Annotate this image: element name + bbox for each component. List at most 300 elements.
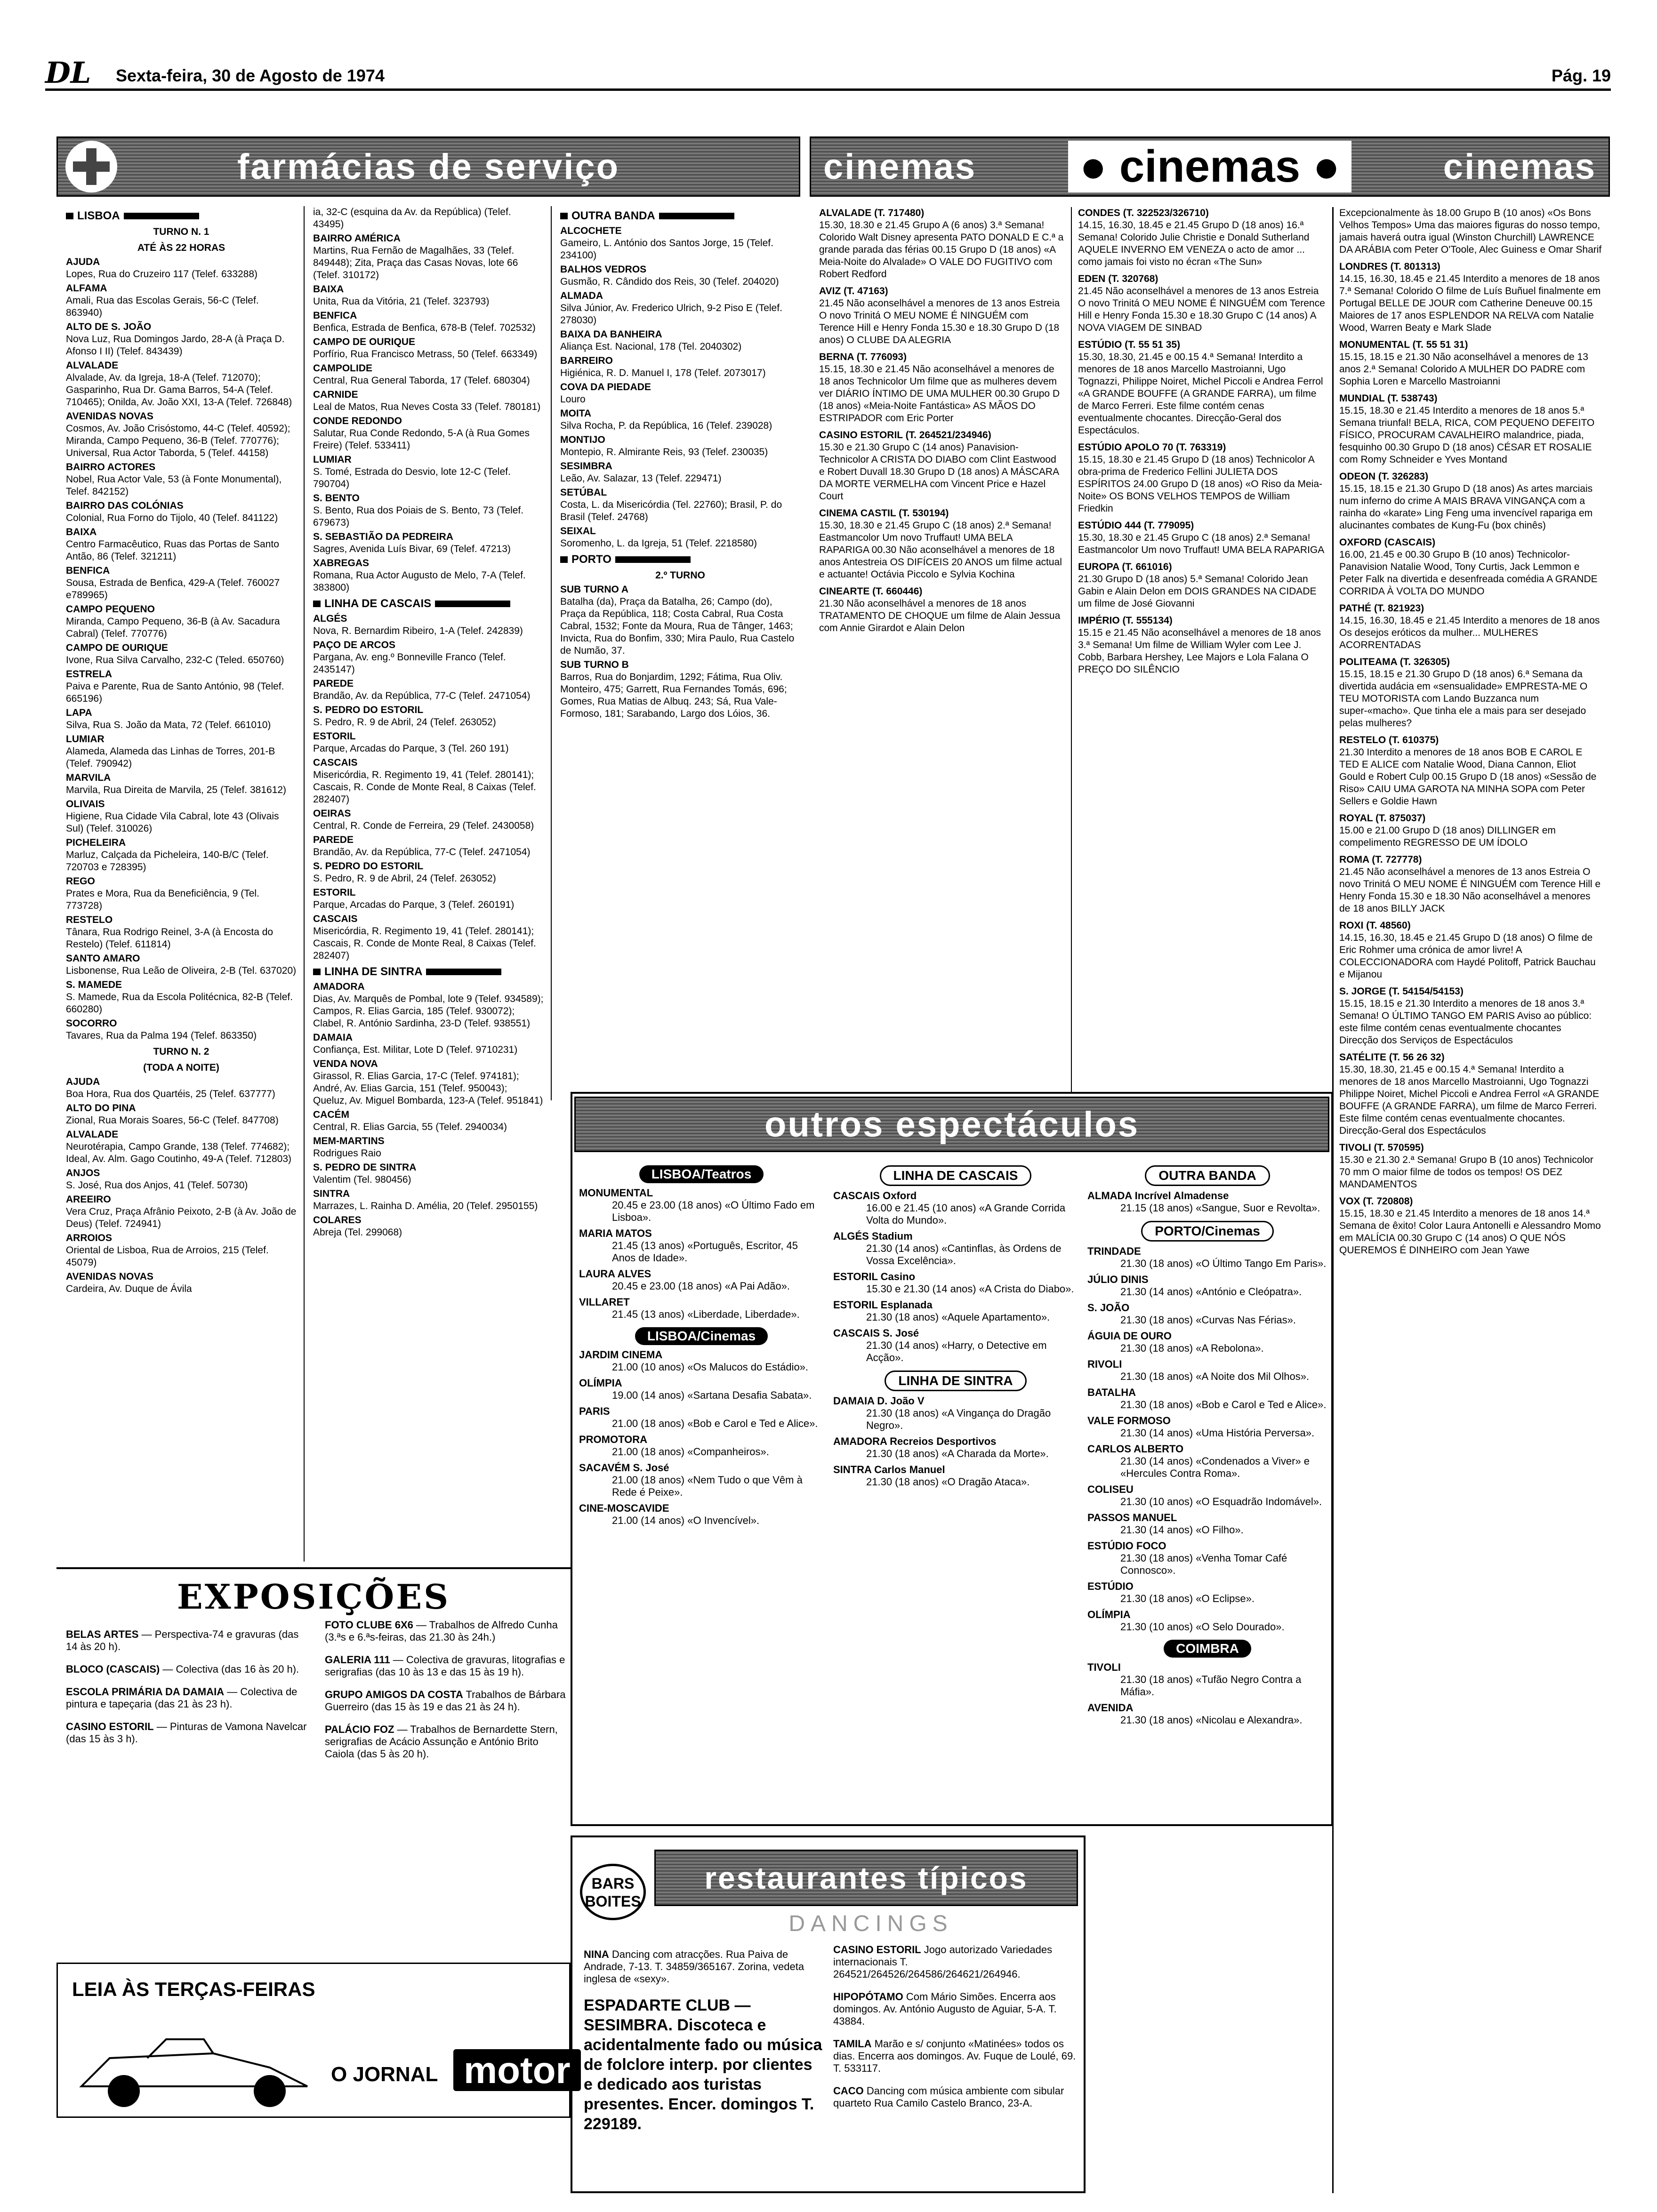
- porto-entry: [1087, 1540, 1327, 1577]
- dancing-entry-name: NINA: [584, 1948, 609, 1960]
- farmacias-turno-label: 2.º TURNO: [655, 570, 705, 581]
- porto-entry-name: COLISEU: [1087, 1483, 1134, 1495]
- cinema-name: CONDES (T. 322523/326710): [1078, 208, 1209, 218]
- cascais-entry-name: ESTORIL Casino: [833, 1271, 916, 1282]
- farmacias-locality: PAÇO DE ARCOS: [313, 640, 396, 650]
- farmacias-entry: S. Pedro, R. 9 de Abril, 24 (Telef. 263052): [313, 873, 496, 884]
- farmacias-banner: [56, 136, 800, 197]
- cinema-details: 21.45 Não aconselhável a menores de 13 anos Estreia O novo Trinitá O MEU NOME É NINGUÉM com Terence Hill e Henry Fonda 15.30 e 18.30 Grupo C (14 anos) A NOVA VIAGEM DE SINBAD: [1078, 286, 1325, 333]
- section-divider: [56, 1567, 571, 1569]
- cinema-entry: [1339, 656, 1603, 729]
- cinema-entry: [1339, 854, 1603, 915]
- linha-sintra-heading-wrap: [833, 1368, 1078, 1395]
- porto-cinemas-heading-wrap: [1087, 1218, 1327, 1245]
- porto-entry: [1087, 1387, 1327, 1411]
- sintra-entry-details: 21.30 (18 anos) «A Charada da Morte».: [866, 1448, 1049, 1459]
- cinema-entry: [1339, 537, 1603, 598]
- farmacias-entry: Miranda, Campo Pequeno, 36-B (à Av. Sacadura Cabral) (Telef. 770776): [66, 616, 280, 639]
- exposicao-entry: [66, 1663, 311, 1675]
- farmacias-locality: SUB TURNO A: [560, 584, 629, 595]
- cinemas-title-right: cinemas: [1443, 146, 1596, 187]
- cinema-lisboa-entry-details: 19.00 (14 anos) «Sartana Desafia Sabata».: [612, 1389, 812, 1401]
- cinema-details: Excepcionalmente às 18.00 Grupo B (10 anos) «Os Bons Velhos Tempos» Uma das maiores figuras do nosso tempo, jamais haverá outra igual (Winston Churchill) LAWRENCE DA ARÁBIA com Peter O'Toole, Alec Guiness e Omar Sharif: [1339, 208, 1602, 255]
- banda-entry-name: ALMADA Incrível Almadense: [1087, 1190, 1229, 1202]
- coimbra-heading: COIMBRA: [1164, 1640, 1251, 1658]
- cascais-entry: [833, 1230, 1078, 1267]
- cascais-entry-name: CASCAIS S. José: [833, 1327, 919, 1339]
- farmacias-entry: ia, 32-C (esquina da Av. da República) (Telef. 43495): [313, 207, 511, 230]
- coimbra-entry-details: 21.30 (18 anos) «Tufão Negro Contra a Máfia».: [1120, 1674, 1302, 1698]
- farmacias-entry: Vera Cruz, Praça Afrânio Peixoto, 2-B (à Av. João de Deus) (Telef. 724941): [66, 1206, 297, 1229]
- cinema-entry: [819, 285, 1064, 346]
- porto-entry-details: 21.30 (14 anos) «Condenados a Viver» e «Hercules Contra Roma».: [1120, 1455, 1310, 1479]
- coimbra-entry: [1087, 1661, 1327, 1698]
- farmacias-locality: BAIXA: [313, 284, 344, 295]
- page-header: [45, 56, 1611, 91]
- outros-column-linhas: [833, 1162, 1078, 1821]
- farmacias-column-3: [560, 206, 800, 1100]
- cascais-entry-name: ESTORIL Esplanada: [833, 1299, 933, 1311]
- page-number: Pág. 19: [1551, 66, 1611, 85]
- exposicao-entry: [325, 1723, 570, 1760]
- farmacias-entry: Valentim (Tel. 980456): [313, 1174, 411, 1185]
- farmacias-entry: S. José, Rua dos Anjos, 41 (Telef. 50730): [66, 1180, 248, 1191]
- farmacias-locality: ESTORIL: [313, 887, 356, 898]
- porto-entry: [1087, 1245, 1327, 1270]
- cinema-name: MONUMENTAL (T. 55 51 31): [1339, 339, 1468, 350]
- farmacias-locality: ALTO DO PINA: [66, 1103, 136, 1114]
- coimbra-entry-details: 21.30 (18 anos) «Nicolau e Alexandra».: [1120, 1714, 1303, 1726]
- motor-wordmark: motor: [453, 2049, 581, 2091]
- porto-entry: [1087, 1274, 1327, 1298]
- farmacias-entry: Lisbonense, Rua Leão de Oliveira, 2-B (Tel. 637020): [66, 965, 297, 976]
- farmacias-column-1: [66, 206, 297, 1566]
- porto-entry-details: 21.30 (10 anos) «O Selo Dourado».: [1120, 1621, 1285, 1633]
- cinema-lisboa-entry-name: JARDIM CINEMA: [579, 1349, 663, 1361]
- cinema-entry: [1339, 920, 1603, 981]
- farmacias-entry: Nova, R. Bernardim Ribeiro, 1-A (Telef. 242839): [313, 625, 523, 636]
- cinema-lisboa-entry-details: 21.00 (14 anos) «O Invencível».: [612, 1515, 760, 1526]
- cinemas-title-center: ● cinemas ●: [1068, 141, 1351, 192]
- farmacias-entry: Nobel, Rua Actor Vale, 53 (à Fonte Monumental), Telef. 842152): [66, 474, 282, 497]
- exposicao-entry-name: GRUPO AMIGOS DA COSTA: [325, 1689, 463, 1700]
- farmacias-locality: PAREDE: [313, 834, 354, 845]
- farmacias-locality: BENFICA: [313, 310, 357, 321]
- porto-entry-details: 21.30 (18 anos) «A Noite dos Mil Olhos».: [1120, 1370, 1310, 1382]
- farmacias-locality: SOCORRO: [66, 1018, 117, 1029]
- cinema-details: 15.30 e 21.30 Grupo C (14 anos) Panavision-Technicolor A CRISTA DO DIABO com Clint Eastwood e Robert Duvall 18.30 Grupo D (18 anos) A MÁSCARA DA MORTE VERMELHA com Vincent Price e Hazel Court: [819, 442, 1059, 502]
- farmacias-entry: Pargana, Av. eng.º Bonneville Franco (Telef. 2435147): [313, 652, 506, 675]
- lisboa-cinemas-heading-wrap: [579, 1324, 824, 1349]
- dancing-entry-details: Com Mário Simões. Encerra aos domingos. Av. António Augusto de Aguiar, 5-A. T. 43884.: [833, 1991, 1057, 2027]
- farmacias-entry: Brandão, Av. da República, 77-C (Telef. 2471054): [313, 690, 531, 701]
- farmacias-entry: Gusmão, R. Cândido dos Reis, 30 (Telef. 204020): [560, 276, 779, 287]
- farmacias-entry: Boa Hora, Rua dos Quartéis, 25 (Telef. 637777): [66, 1089, 275, 1099]
- ad-jornal-label: O JORNAL: [331, 2063, 438, 2086]
- cinema-details: 15.15, 18.30 e 21.45 Grupo D (18 anos) Technicolor A obra-prima de Frederico Fellini JULIETA DOS ESPÍRITOS 24.00 Grupo D (18 anos) «O Riso da Meia-Noite» OS BONS VELHOS TEMPOS de William Friedkin: [1078, 454, 1323, 514]
- farmacias-locality: CARNIDE: [313, 389, 358, 400]
- cinema-name: PATHÉ (T. 821923): [1339, 603, 1424, 614]
- porto-entry: [1087, 1443, 1327, 1480]
- farmacias-entry: Batalha (da), Praça da Batalha, 26; Campo (do), Praça da República, 118; Costa Cabral, Rua Costa Cabral, 1532; Fonte da Moura, Rua de Tânger, 1463; Invicta, Rua do Bonfim, 330; Mira Paulo, Rua Castelo de Numão, 37.: [560, 596, 795, 656]
- farmacias-entry: Girassol, R. Elias Garcia, 17-C (Telef. 974181); André, Av. Elias Garcia, 151 (Telef. 950043); Queluz, Av. Miguel Bombarda, 123-A (Telef. 951841): [313, 1071, 543, 1106]
- porto-entry-name: CARLOS ALBERTO: [1087, 1443, 1184, 1455]
- teatro-entry-details: 21.45 (13 anos) «Liberdade, Liberdade».: [612, 1308, 800, 1320]
- farmacias-entry: Brandão, Av. da República, 77-C (Telef. 2471054): [313, 847, 531, 858]
- cinema-details: 15.30, 18.30 e 21.45 Grupo A (6 anos) 3.ª Semana! Colorido Walt Disney apresenta PATO DONALD E C.ª a grande parada das férias 00.15 Grupo D (18 anos) «A Meia-Noite do Alvalade» O VALE DO FUGITIVO com Robert Redford: [819, 220, 1064, 280]
- cinema-name: IMPÉRIO (T. 555134): [1078, 615, 1173, 626]
- farmacias-locality: AJUDA: [66, 1076, 100, 1087]
- farmacias-locality: S. BENTO: [313, 493, 360, 504]
- farmacias-region-header: OUTRA BANDA: [560, 210, 800, 222]
- motor-logo: [453, 2049, 581, 2092]
- lisboa-teatros-heading: LISBOA/Teatros: [639, 1165, 764, 1183]
- cinema-entry: [1078, 520, 1327, 556]
- sintra-entry: [833, 1395, 1078, 1432]
- cinema-name: ROXI (T. 48560): [1339, 920, 1411, 931]
- farmacias-entry: Soromenho, L. da Igreja, 51 (Telef. 2218580): [560, 538, 757, 549]
- cinema-entry: [819, 351, 1064, 425]
- dancing-entry-details: Dancing com música ambiente com sibular quarteto Rua Camilo Castelo Branco, 23-A.: [833, 2085, 1064, 2109]
- cascais-entry-details: 15.30 e 21.30 (14 anos) «A Crista do Diabo».: [866, 1283, 1074, 1295]
- dancing-entry-name: HIPOPÓTAMO: [833, 1991, 903, 2003]
- cinema-details: 14.15, 16.30, 18.45 e 21.45 Grupo D (18 anos) 16.ª Semana! Colorido Julie Christie e Donald Sutherland AQUELE INVERNO EM VENEZA o acto de amor ... como jamais foi visto no écran «The Sun»: [1078, 220, 1310, 267]
- farmacias-locality: SEIXAL: [560, 526, 596, 537]
- cinema-lisboa-entry-details: 21.00 (10 anos) «Os Malucos do Estádio».: [612, 1361, 809, 1373]
- cascais-entry-details: 16.00 e 21.45 (10 anos) «A Grande Corrida Volta do Mundo».: [866, 1202, 1066, 1226]
- linha-cascais-heading: LINHA DE CASCAIS: [880, 1165, 1032, 1186]
- cinema-entry: [1339, 602, 1603, 651]
- porto-entry: [1087, 1483, 1327, 1508]
- farmacias-locality: BALHOS VEDROS: [560, 264, 647, 275]
- farmacias-turno-label: ATÉ ÀS 22 HORAS: [137, 242, 225, 253]
- farmacias-region-header: LISBOA: [66, 210, 297, 222]
- farmacias-region-header: LINHA DE CASCAIS: [313, 598, 544, 610]
- farmacias-entry: Montepio, R. Almirante Reis, 93 (Telef. 230035): [560, 447, 768, 457]
- exposicao-entry-details: — Colectiva de pintura e tapeçaria (das 21 às 23 h).: [66, 1686, 298, 1710]
- farmacias-entry: Barros, Rua do Bonjardim, 1292; Fátima, Rua Oliv. Monteiro, 475; Garrett, Rua Fernandes Tomás, 696; Gomes, Rua Matias de Albuq. 243; Sá, Rua Vale-Formoso, 181; Sarabando, Largo dos Lóios, 36.: [560, 672, 787, 719]
- cinema-name: S. JORGE (T. 54154/54153): [1339, 986, 1464, 997]
- farmacias-locality: ANJOS: [66, 1168, 100, 1178]
- sintra-entry-details: 21.30 (18 anos) «O Dragão Ataca».: [866, 1476, 1030, 1488]
- bars-label: BARS: [591, 1875, 635, 1892]
- sintra-entry-details: 21.30 (18 anos) «A Vingança do Dragão Negro».: [866, 1407, 1051, 1431]
- cinema-name: SATÉLITE (T. 56 26 32): [1339, 1052, 1445, 1063]
- farmacias-locality: AMADORA: [313, 981, 365, 992]
- column-divider: [1071, 207, 1072, 1092]
- outros-banner: [574, 1097, 1329, 1152]
- dancing-entry-name: CACO: [833, 2085, 864, 2097]
- cinema-details: 15.15, 18.30 e 21.45 Não aconselhável a menores de 18 anos Technicolor Um filme que as mulheres devem ver DIÁRIO ÍNTIMO DE UMA MULHER 00.30 Grupo D (18 anos) «Meia-Noite Fantástica» AS MÃOS DO ESTRIPADOR com Eric Porter: [819, 364, 1060, 424]
- farmacias-entry: Neurotérapia, Campo Grande, 138 (Telef. 774682); Ideal, Av. Alm. Gago Coutinho, 49-A (Telef. 712803): [66, 1141, 292, 1164]
- exposicao-entry: [325, 1619, 570, 1643]
- cinema-name: VOX (T. 720808): [1339, 1196, 1413, 1207]
- farmacias-turno-label: (TODA A NOITE): [143, 1062, 219, 1073]
- cinema-name: OXFORD (CASCAIS): [1339, 537, 1436, 548]
- porto-cinemas-heading: PORTO/Cinemas: [1141, 1221, 1274, 1242]
- farmacias-turno-label: TURNO N. 1: [153, 226, 209, 237]
- sintra-entry: [833, 1464, 1078, 1488]
- cinema-details: 14.15, 16.30, 18.45 e 21.45 Interdito a menores de 18 anos 7.ª Semana! Colorido O filme de Luís Buñuel finalmente em Portugal BELLE DE JOUR com Catherine Deneuve 00.15 Maiores de 17 anos ESPLENDOR NA RELVA com Natalie Wood, Warren Beaty e Mark Slade: [1339, 273, 1601, 333]
- farmacias-locality: ALCOCHETE: [560, 225, 622, 236]
- linha-sintra-heading: LINHA DE SINTRA: [885, 1370, 1026, 1391]
- teatro-entry: [579, 1296, 824, 1321]
- cinema-entry: [1339, 339, 1603, 388]
- porto-entry: [1087, 1330, 1327, 1354]
- cinema-details: 15.15, 18.30 e 21.45 Interdito a menores de 18 anos 14.ª Semana de êxito! Color Laura Antonelli e Alessandro Momo em MALÍCIA 00.30 Grupo C (14 anos) O QUE NÓS QUEREMOS É DINHEIRO com Jean Yawe: [1339, 1208, 1601, 1256]
- teatro-entry-details: 20.45 e 23.00 (18 anos) «A Pai Adão».: [612, 1280, 790, 1292]
- teatro-entry-details: 21.45 (13 anos) «Português, Escritor, 45 Anos de Idade».: [612, 1240, 798, 1264]
- porto-entry-details: 21.30 (18 anos) «Bob e Carol e Ted e Alice».: [1120, 1399, 1327, 1411]
- porto-entry: [1087, 1512, 1327, 1536]
- lisboa-teatros-heading-wrap: [579, 1162, 824, 1187]
- farmacias-entry: Sagres, Avenida Luís Bivar, 69 (Telef. 47213): [313, 544, 511, 554]
- cinema-details: 15.30 e 21.30 2.ª Semana! Grupo B (10 anos) Technicolor 70 mm O maior filme de todos os tempos! OS DEZ MANDAMENTOS: [1339, 1154, 1593, 1190]
- cinema-entry: [819, 585, 1064, 634]
- porto-entry-details: 21.30 (18 anos) «O Eclipse».: [1120, 1593, 1255, 1604]
- farmacias-locality: CASCAIS: [313, 757, 358, 768]
- exposicoes-right: [325, 1619, 570, 1831]
- cinema-name: TIVOLI (T. 570595): [1339, 1142, 1424, 1153]
- farmacias-locality: ESTORIL: [313, 731, 356, 742]
- farmacias-locality: ALFAMA: [66, 283, 107, 294]
- farmacias-title: farmácias de serviço: [237, 146, 620, 187]
- farmacias-locality: CAMPO DE OURIQUE: [313, 337, 416, 347]
- cinema-lisboa-entry-details: 21.00 (18 anos) «Companheiros».: [612, 1446, 769, 1458]
- porto-entry-details: 21.30 (18 anos) «O Último Tango Em Paris».: [1120, 1258, 1327, 1269]
- porto-entry-name: BATALHA: [1087, 1387, 1136, 1398]
- farmacias-locality: AVENIDAS NOVAS: [66, 411, 153, 422]
- farmacias-locality: CONDE REDONDO: [313, 416, 402, 426]
- farmacias-locality: ALGÉS: [313, 613, 347, 624]
- farmacias-locality: CAMPO PEQUENO: [66, 604, 155, 615]
- porto-entry-details: 21.30 (10 anos) «O Esquadrão Indomável».: [1120, 1496, 1322, 1507]
- cinema-lisboa-entry: [579, 1405, 824, 1430]
- cinema-entry: [1339, 986, 1603, 1047]
- cinema-details: 15.30, 18.30 e 21.45 Grupo C (18 anos) 2.ª Semana! Eastmancolor Um novo Truffaut! UMA BELA RAPARIGA: [1078, 532, 1325, 555]
- cinema-details: 15.30, 18.30, 21.45 e 00.15 4.ª Semana! Interdito a menores de 18 anos Marcello Mastroianni, Ugo Tognazzi Philippe Noiret, Michel Piccoli e Andrea Ferrol «A GRANDE BOUFFE (A GRANDE FARRA), um filme de Marco Ferreri. Este filme contém cenas eventualmente chocantes. Direcção-Geral dos Espectáculos: [1339, 1064, 1600, 1136]
- farmacias-locality: ESTRELA: [66, 669, 113, 680]
- dancing-entry-details: Jogo autorizado Variedades internacionais T. 264521/264526/264586/264621/264946.: [833, 1944, 1053, 1980]
- farmacias-locality: LAPA: [66, 707, 92, 718]
- cinema-name: EDEN (T. 320768): [1078, 273, 1158, 284]
- farmacias-entry: Amali, Rua das Escolas Gerais, 56-C (Telef. 863940): [66, 295, 259, 318]
- cinemas-title-center-text: cinemas: [1119, 141, 1301, 192]
- cinema-details: 21.30 Interdito a menores de 18 anos BOB E CAROL E TED E ALICE com Natalie Wood, Diana Cannon, Eliot Gould e Robert Culp 00.15 Grupo D (18 anos) «Sessão de Riso» CAIU UMA GAROTA NA MINHA SOPA com Peter Sellers e Goldie Hawn: [1339, 747, 1597, 807]
- farmacias-locality: PICHELEIRA: [66, 837, 126, 848]
- cinema-entry: [1339, 1195, 1603, 1257]
- cinema-name: ESTÚDIO (T. 55 51 35): [1078, 339, 1181, 350]
- exposicao-entry: [325, 1689, 570, 1713]
- cinema-details: 15.15 e 21.45 Não aconselhável a menores de 18 anos 3.ª Semana! Um filme de William Wyler com Lee J. Cobb, Barbara Hershey, Lee Majors e Lola Falana O PREÇO DO SILÊNCIO: [1078, 627, 1321, 675]
- farmacias-entry: Abreja (Tel. 299068): [313, 1227, 402, 1238]
- farmacias-locality: LUMIAR: [66, 734, 105, 745]
- cascais-entry-details: 21.30 (14 anos) «Cantinflas, às Ordens de Vossa Excelência».: [866, 1242, 1062, 1266]
- farmacias-entry: Ivone, Rua Silva Carvalho, 232-C (Teled. 650760): [66, 655, 284, 665]
- banda-entry-details: 21.15 (18 anos) «Sangue, Suor e Revolta».: [1120, 1202, 1320, 1214]
- dancing-entry-name: CASINO ESTORIL: [833, 1944, 921, 1956]
- farmacias-entry: Sousa, Estrada de Benfica, 429-A (Telef. 760027 e789965): [66, 577, 280, 601]
- farmacias-entry: Martins, Rua Fernão de Magalhães, 33 (Telef. 849448); Zita, Praça das Casas Novas, lote 66 (Telef. 310172): [313, 245, 518, 281]
- farmacias-locality: OEIRAS: [313, 808, 351, 819]
- farmacias-entry: Colonial, Rua Forno do Tijolo, 40 (Telef. 841122): [66, 513, 278, 523]
- farmacias-locality: S. SEBASTIÃO DA PEDREIRA: [313, 531, 453, 542]
- farmacias-locality: SETÚBAL: [560, 487, 607, 498]
- farmacias-entry: Romana, Rua Actor Augusto de Melo, 7-A (Telef. 383800): [313, 570, 526, 593]
- porto-entry-details: 21.30 (18 anos) «Curvas Nas Férias».: [1120, 1314, 1296, 1326]
- porto-entry: [1087, 1415, 1327, 1439]
- farmacias-locality: OLIVAIS: [66, 799, 105, 809]
- bars-boites-badge: [580, 1864, 646, 1920]
- cinema-entry: [1339, 207, 1603, 256]
- porto-entry: [1087, 1358, 1327, 1383]
- farmacias-entry: Marrazes, L. Rainha D. Amélia, 20 (Telef. 2950155): [313, 1201, 538, 1211]
- cascais-entry-name: ALGÉS Stadium: [833, 1230, 913, 1242]
- cinema-details: 16.00, 21.45 e 00.30 Grupo B (10 anos) Technicolor-Panavision Natalie Wood, Tony Curtis, Jack Lemmon e Peter Falk na divertida e desenfreada comédia A GRANDE CORRIDA À VOLTA DO MUNDO: [1339, 549, 1598, 597]
- cinema-name: LONDRES (T. 801313): [1339, 261, 1440, 272]
- farmacias-entry: Parque, Arcadas do Parque, 3 (Telef. 260191): [313, 899, 515, 910]
- cinema-entry: [1339, 393, 1603, 466]
- exposicao-entry-name: PALÁCIO FOZ: [325, 1723, 394, 1735]
- exposicao-entry-details: — Colectiva (das 16 às 20 h).: [162, 1663, 299, 1675]
- porto-entry: [1087, 1302, 1327, 1326]
- porto-entry-details: 21.30 (14 anos) «Uma História Perversa».: [1120, 1427, 1315, 1439]
- sintra-entry: [833, 1435, 1078, 1460]
- coimbra-entry: [1087, 1702, 1327, 1726]
- outros-column-banda-porto: [1087, 1162, 1327, 2198]
- farmacias-entry: Misericórdia, R. Regimento 19, 41 (Telef. 280141); Cascais, R. Conde de Monte Real, 8 Caixas (Telef. 282407): [313, 769, 536, 805]
- cinema-lisboa-entry-name: PROMOTORA: [579, 1434, 648, 1445]
- cinema-details: 15.15, 18.15 e 21.30 Grupo D (18 anos) 6.ª Semana da divertida audácia em «sensualidade» EMPRESTA-ME O TEU MOTORISTA com Lando Buzzanca num super-«macho». Que tinha ele a mais para ser desejado pelas mulheres?: [1339, 669, 1588, 729]
- outra-banda-heading: OUTRA BANDA: [1145, 1165, 1270, 1186]
- newspaper-logo: DL: [45, 56, 91, 90]
- coimbra-entry-name: AVENIDA: [1087, 1702, 1134, 1714]
- farmacias-locality: MOITA: [560, 408, 592, 419]
- cinemas-title-left: cinemas: [823, 146, 977, 187]
- exposicao-entry-details: — Pinturas de Vamona Navelcar (das 15 às 3 h).: [66, 1721, 307, 1745]
- porto-entry: [1087, 1609, 1327, 1633]
- exposicoes-title: EXPOSIÇÕES: [177, 1577, 450, 1617]
- exposicao-entry-name: BLOCO (CASCAIS): [66, 1663, 160, 1675]
- farmacias-entry: Cosmos, Av. João Crisóstomo, 44-C (Telef. 40592); Miranda, Campo Pequeno, 36-B (Telef. 770776); Universal, Rua Actor Taborda, 5 (Telef. 44158): [66, 423, 290, 458]
- cinema-lisboa-entry: [579, 1377, 824, 1402]
- farmacias-entry: Central, R. Conde de Ferreira, 29 (Telef. 2430058): [313, 820, 534, 831]
- cinema-name: ROMA (T. 727778): [1339, 854, 1422, 865]
- farmacias-entry: Centro Farmacêutico, Ruas das Portas de Santo Antão, 86 (Telef. 321211): [66, 539, 279, 562]
- farmacias-locality: DAMAIA: [313, 1032, 353, 1043]
- exposicao-entry: [325, 1654, 570, 1678]
- coimbra-entry-name: TIVOLI: [1087, 1661, 1121, 1673]
- farmacias-locality: BAIRRO DAS COLÓNIAS: [66, 500, 184, 511]
- sintra-entry-name: SINTRA Carlos Manuel: [833, 1464, 945, 1475]
- cinema-name: CASINO ESTORIL (T. 264521/234946): [819, 430, 991, 441]
- farmacias-locality: REGO: [66, 876, 95, 887]
- dancing-entry: [833, 2085, 1078, 2109]
- farmacias-locality: AJUDA: [66, 256, 100, 267]
- cinema-entry: [1339, 1142, 1603, 1191]
- teatro-entry: [579, 1268, 824, 1292]
- farmacias-locality: BAIRRO AMÉRICA: [313, 233, 401, 244]
- outra-banda-heading-wrap: [1087, 1162, 1327, 1190]
- cinema-name: ESTÚDIO APOLO 70 (T. 763319): [1078, 442, 1226, 453]
- farmacias-entry: Higiene, Rua Cidade Vila Cabral, lote 43 (Olivais Sul) (Telef. 310026): [66, 811, 279, 834]
- cinema-details: 15.15, 18.15 e 21.30 Interdito a menores de 18 anos 3.ª Semana! O ÚLTIMO TANGO EM PARIS Aviso ao público: este filme contém cenas eventualmente chocantes Direcção dos Serviços de Espectáculos: [1339, 998, 1592, 1046]
- cinema-details: 21.30 Grupo D (18 anos) 5.ª Semana! Colorido Jean Gabin e Alain Delon em DOIS GRANDES NA CIDADE um filme de José Giovanni: [1078, 574, 1317, 609]
- farmacias-locality: AREEIRO: [66, 1194, 111, 1205]
- cinema-name: EUROPA (T. 661016): [1078, 561, 1172, 572]
- cinemas-banner: [810, 136, 1610, 197]
- exposicao-entry-details: — Trabalhos de Bernardette Stern, serigrafias de Acácio Assunção e António Brito Caiola (das 5 às 20 h).: [325, 1723, 558, 1760]
- exposicao-entry: [66, 1721, 311, 1745]
- farmacias-locality: ALMADA: [560, 290, 603, 301]
- cinema-entry: [1339, 1051, 1603, 1137]
- farmacias-locality: BAIXA DA BANHEIRA: [560, 329, 662, 340]
- farmacias-entry: S. Tomé, Estrada do Desvio, lote 12-C (Telef. 790704): [313, 466, 511, 489]
- farmacias-entry: Marluz, Calçada da Picheleira, 140-B/C (Telef. 720703 e 728395): [66, 850, 269, 873]
- exposicao-entry: [66, 1686, 311, 1710]
- cinema-details: 15.15, 18.15 e 21.30 Grupo D (18 anos) As artes marciais num inferno do crime A MAIS BRAVA VINGANÇA com a rainha do «karate» Ling Feng uma invencível rapariga em alucinantes combates de Kung-Fu (box chinês): [1339, 483, 1593, 531]
- farmacias-locality: SINTRA: [313, 1188, 350, 1199]
- dancing-entry: [833, 1944, 1078, 1980]
- cascais-entry: [833, 1299, 1078, 1323]
- farmacias-locality: ALVALADE: [66, 360, 119, 371]
- teatro-entry-name: LAURA ALVES: [579, 1268, 652, 1280]
- farmacias-locality: AVENIDAS NOVAS: [66, 1271, 153, 1282]
- cinema-details: 14.15, 16.30, 18.45 e 21.45 Grupo D (18 anos) O filme de Eric Rohmer uma crónica de amor livre! A COLECCIONADORA com Haydé Politoff, Patrick Bauchau e Mijanou: [1339, 932, 1596, 980]
- farmacias-locality: BENFICA: [66, 565, 110, 576]
- farmacias-entry: Benfica, Estrada de Benfica, 678-B (Telef. 702532): [313, 322, 536, 333]
- farmacias-locality: ALVALADE: [66, 1129, 119, 1140]
- farmacias-entry: Prates e Mora, Rua da Beneficiência, 9 (Tel. 773728): [66, 888, 259, 911]
- exposicoes-left: [66, 1628, 311, 1831]
- farmacias-locality: BAIXA: [66, 527, 97, 537]
- cinema-entry: [1078, 615, 1327, 676]
- dancing-entry-name: TAMILA: [833, 2038, 872, 2050]
- farmacias-entry: Central, R. Elias Garcia, 55 (Telef. 2940034): [313, 1122, 507, 1132]
- cinema-name: RESTELO (T. 610375): [1339, 735, 1439, 745]
- exposicao-entry-name: CASINO ESTORIL: [66, 1721, 154, 1732]
- farmacias-entry: Porfírio, Rua Francisco Metrass, 50 (Telef. 663349): [313, 349, 538, 360]
- farmacias-entry: Confiança, Est. Militar, Lote D (Telef. 9710231): [313, 1044, 518, 1055]
- cascais-entry: [833, 1190, 1078, 1226]
- cinema-details: 21.45 Não aconselhável a menores de 13 anos Estreia O novo Trinitá O MEU NOME É NINGUÉM com Terence Hill e Henry Fonda 15.30 e 18.30 Grupo D (18 anos) O CLUBE DA ALEGRIA: [819, 298, 1060, 345]
- column-divider: [551, 206, 552, 1100]
- farmacias-region-header: LINHA DE SINTRA: [313, 966, 544, 978]
- farmacias-entry: Zional, Rua Morais Soares, 56-C (Telef. 847708): [66, 1115, 279, 1126]
- exposicao-entry-name: FOTO CLUBE 6X6: [325, 1619, 413, 1631]
- farmacias-entry: Silva Júnior, Av. Frederico Ulrich, 9-2 Piso E (Telef. 278030): [560, 303, 782, 326]
- teatro-entry: [579, 1227, 824, 1264]
- farmacias-entry: Nova Luz, Rua Domingos Jardo, 28-A (à Praça D. Afonso I II) (Telef. 843439): [66, 334, 285, 357]
- farmacias-entry: Silva Rocha, P. da República, 16 (Telef. 239028): [560, 420, 772, 431]
- cinema-entry: [1339, 812, 1603, 849]
- farmacias-entry: Gameiro, L. António dos Santos Jorge, 15 (Telef. 234100): [560, 238, 773, 261]
- porto-entry-name: JÚLIO DINIS: [1087, 1274, 1149, 1285]
- cinema-details: 21.30 Não aconselhável a menores de 18 anos TRATAMENTO DE CHOQUE um filme de Alain Jessua com Annie Girardot e Alain Delon: [819, 598, 1061, 633]
- farmacias-entry: Salutar, Rua Conde Redondo, 5-A (à Rua Gomes Freire) (Telef. 533411): [313, 428, 530, 451]
- farmacias-locality: COVA DA PIEDADE: [560, 382, 651, 393]
- coimbra-heading-wrap: [1087, 1637, 1327, 1661]
- teatro-entry-name: MONUMENTAL: [579, 1187, 653, 1199]
- farmacias-entry: Costa, L. da Misericórdia (Tel. 22760); Brasil, P. do Brasil (Telef. 24768): [560, 499, 782, 522]
- cinema-lisboa-entry-details: 21.00 (18 anos) «Nem Tudo o que Vêm à Rede é Peixe».: [612, 1474, 803, 1498]
- farmacias-entry: S. Mamede, Rua da Escola Politécnica, 82-B (Telef. 660280): [66, 992, 293, 1015]
- porto-entry-details: 21.30 (18 anos) «A Rebolona».: [1120, 1342, 1264, 1354]
- farmacias-entry: Marvila, Rua Direita de Marvila, 25 (Telef. 381612): [66, 785, 287, 795]
- cinema-entry: [819, 429, 1064, 503]
- cinema-entry: [1078, 561, 1327, 610]
- column-divider: [304, 206, 305, 1562]
